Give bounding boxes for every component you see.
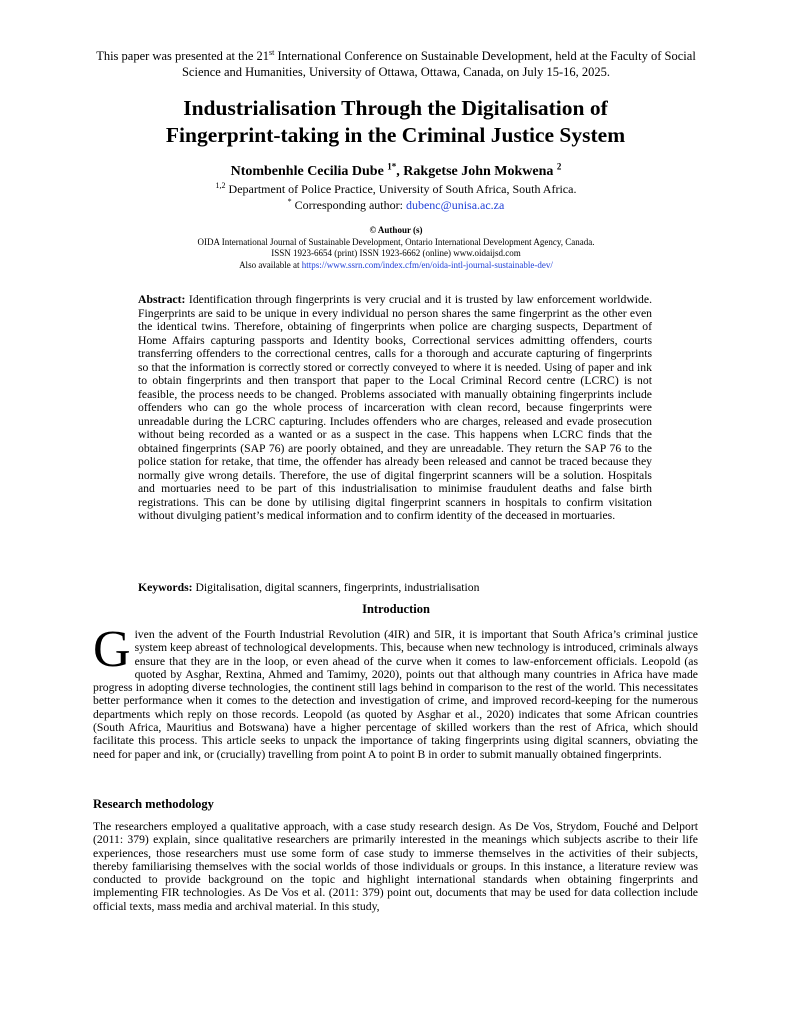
paper-title xyxy=(60,95,731,149)
corresponding-marker: * xyxy=(287,197,292,206)
conference-note-text: This paper was presented at the 21 xyxy=(96,49,270,63)
abstract-text: Identification through fingerprints is very crucial and it is trusted by law enforcement worldwide. Fingerprints are said to be unique in every individual no person shares the same fingerprint as the other even the identical twins. Therefore, obtaining of fingerprints when police are charging suspects, Department of Home Affairs capturing passports and Identity books, Correctional services admitting offenders, courts transferring offenders to the correctional centres, calls for a thorough and accurate capturing of fingerprints so that the information is correctly stored or correctly conveyed to where it is needed. Using of paper and ink to obtain fingerprints and then transport that paper to the Local Criminal Record centre (LCRC) is not feasible, the process needs to be changed. Problems associated with manually obtaining fingerprints include offenders who can go the whole process of incarceration with clean record, because fingerprints were unreadable during the LCRC capturing. Includes offenders who are charges, released and evade prosecution without being recorded as a wanted or as a suspect in the case. This happens when LCRC finds that the obtained fingerprints (SAP 76) are poorly obtained, and they are unreadable. They return the SAP 76 to the police station for retake, that time, the offender has already been released and cannot be traced because they normally give wrong details. Therefore, the use of digital fingerprint scanners will be a solution. Hospitals and mortuaries need to be part of this industrialisation to minimise fraudulent deaths and false birth registrations. This can be done by utilising digital fingerprint scanners in hospitals to confirm visitation without divulging patient’s medical information and to confirm identity of the deceased in mortuaries. xyxy=(138,293,652,522)
keywords-label: Keywords: xyxy=(138,581,193,594)
author-name: Ntombenhle Cecilia Dube xyxy=(230,164,388,179)
keywords xyxy=(138,581,652,595)
introduction-body xyxy=(93,621,698,761)
author-marker: 1* xyxy=(387,161,397,172)
affiliation-text: Department of Police Practice, University of South Africa, South Africa. xyxy=(225,182,577,196)
conference-note-text-rest: International Conference on Sustainable Development, held at the Faculty of Social Science and Humanities, University of Ottawa, Ottawa, Canada, on July 15-16, 2025. xyxy=(181,49,696,79)
introduction-text: iven the advent of the Fourth Industrial Revolution (4IR) and 5IR, it is important that South Africa’s criminal justice system keep abreast of technological developments. This, because when new technology is introduced, criminals always ensure that they are in the loop, or even ahead of the curve when it comes to law-enforcement officials. Leopold (as quoted by Asghar, Rextina, Ahmed and Tamimy, 2020), points out that although many countries in Africa have made progress in adopting diverse technologies, the continent still lags behind in comparison to the rest of the world. This necessitates better performance when it comes to the detection and investigation of crime, and improved record-keeping for the numerous departments which reply on those records. Leopold (as quoted by Asghar et al., 2020) indicates that some African countries (South Africa, Mauritius and Botswana) have a higher percentage of skilled workers than the rest of Africa, which should facilitate this process. This article seeks to unpack the importance of taking fingerprints using digital scanners, obviating the need for paper and ink, or (crucially) travelling from point A to point B in order to submit manually obtained fingerprints. xyxy=(93,628,698,761)
abstract-label: Abstract: xyxy=(138,293,186,306)
ssrn-link[interactable]: https://www.ssrn.com/index.cfm/en/oida-intl-journal-sustainable-dev/ xyxy=(301,259,553,270)
author-name: Rakgetse John Mokwena xyxy=(403,164,557,179)
author-list xyxy=(96,163,696,181)
research-methodology-heading: Research methodology xyxy=(93,797,214,811)
abstract xyxy=(138,293,652,523)
author-marker: 2 xyxy=(556,161,562,172)
research-methodology-text: The researchers employed a qualitative approach, with a case study research design. As De Vos, Strydom, Fouché and Delport (2011: 379) explain, since qualitative researchers are primarily interested in the meanings which subjects ascribe to their life experiences, those researchers must use some form of case study to immerse themselves in the activities of their subjects, thereby familiarising themselves with the social worlds of those individuals or groups. In this instance, a literature review was conducted to provide background on the topic and highlight international standards when obtaining fingerprints and implementing FIR technologies. As De Vos et al. (2011: 379) point out, documents that may be used for data collection include official texts, mass media and archival material. In this study, xyxy=(93,820,698,913)
introduction-heading: Introduction xyxy=(362,602,430,616)
research-methodology-body xyxy=(93,820,698,913)
publication-info xyxy=(96,225,696,271)
keywords-text: Digitalisation, digital scanners, fingerprints, industrialisation xyxy=(192,581,480,594)
corresponding-author xyxy=(96,198,696,213)
available-label: Also available at xyxy=(239,259,302,270)
author-separator: , xyxy=(396,164,404,179)
title-line-1: Industrialisation Through the Digitalisation of xyxy=(183,96,608,120)
email-link[interactable]: dubenc@unisa.ac.za xyxy=(405,198,505,212)
affiliation xyxy=(96,182,696,197)
drop-cap: G xyxy=(93,621,131,678)
affiliation-marker: 1,2 xyxy=(215,181,226,190)
title-line-2: Fingerprint-taking in the Criminal Justice System xyxy=(165,123,626,147)
journal-line: OIDA International Journal of Sustainable Development, Ontario International Development Agency, Canada. xyxy=(197,236,595,247)
conference-note xyxy=(96,48,696,80)
ordinal-superscript: st xyxy=(269,47,275,57)
copyright-line: © Authour (s) xyxy=(369,225,423,235)
corresponding-label: Corresponding author: xyxy=(291,198,406,212)
issn-line: ISSN 1923-6654 (print) ISSN 1923-6662 (online) www.oidaijsd.com xyxy=(271,248,521,258)
